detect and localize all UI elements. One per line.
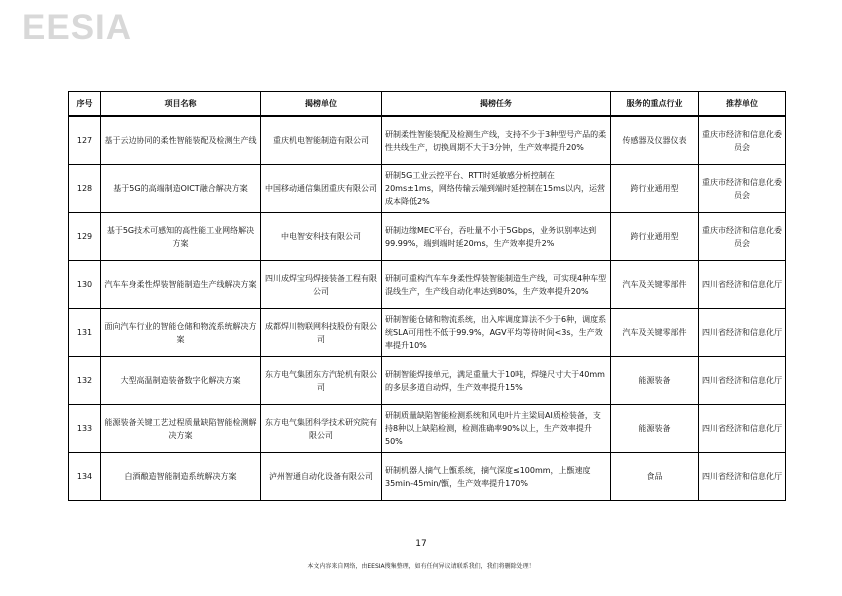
cell-unit: 重庆机电智能制造有限公司 [261,116,382,165]
cell-unit: 泸州智通自动化设备有限公司 [261,453,382,501]
cell-index: 127 [69,116,101,165]
cell-project-name: 基于5G技术可感知的高性能工业网络解决方案 [101,213,261,261]
cell-index: 133 [69,405,101,453]
page-number: 17 [415,539,427,549]
table-row [69,165,786,213]
cell-project-name: 大型高温制造装备数字化解决方案 [101,357,261,405]
cell-recommender: 四川省经济和信息化厅 [699,261,786,309]
cell-industry: 能源装备 [611,405,699,453]
cell-industry: 汽车及关键零部件 [611,261,699,309]
header-industry: 服务的重点行业 [611,92,699,117]
cell-index: 129 [69,213,101,261]
cell-recommender: 重庆市经济和信息化委员会 [699,213,786,261]
footer-disclaimer: 本文内容来自网络，由EESIA搜集整理，如有任何异议请联系我们，我们将删除处理！ [307,563,535,570]
cell-index: 128 [69,165,101,213]
table-row [69,116,786,165]
cell-index: 132 [69,357,101,405]
cell-project-name: 能源装备关键工艺过程质量缺陷智能检测解决方案 [101,405,261,453]
cell-task: 研制5G工业云控平台、RTT时延敏感分析控制在20ms±1ms，网络传输云端到端时延控制在15ms以内，运营成本降低2% [382,165,611,213]
header-unit: 揭榜单位 [261,92,382,117]
cell-recommender: 四川省经济和信息化厅 [699,405,786,453]
header-recommender: 推荐单位 [699,92,786,117]
cell-task: 研制柔性智能装配及检测生产线，支持不少于3种型号产品的柔性共线生产，切换周期不大于3分钟，生产效率提升20% [382,116,611,165]
table-row [69,213,786,261]
cell-task: 研制智能焊接单元，满足重量大于10吨，焊缝尺寸大于40mm的多层多道自动焊，生产效率提升15% [382,357,611,405]
header-project-name: 项目名称 [101,92,261,117]
cell-project-name: 基于5G的高端制造OICT融合解决方案 [101,165,261,213]
cell-task: 研制可重构汽车车身柔性焊装智能制造生产线，可实现4种车型混线生产，生产线自动化率达到80%，生产效率提升20% [382,261,611,309]
cell-unit: 东方电气集团科学技术研究院有限公司 [261,405,382,453]
cell-index: 134 [69,453,101,501]
cell-recommender: 四川省经济和信息化厅 [699,453,786,501]
table-row [69,357,786,405]
cell-recommender: 重庆市经济和信息化委员会 [699,165,786,213]
cell-project-name: 面向汽车行业的智能仓储和物流系统解决方案 [101,309,261,357]
table-row [69,261,786,309]
cell-index: 131 [69,309,101,357]
cell-index: 130 [69,261,101,309]
projects-table [68,91,786,501]
table-row [69,453,786,501]
cell-unit: 中电智安科技有限公司 [261,213,382,261]
cell-project-name: 白酒酿造智能制造系统解决方案 [101,453,261,501]
cell-task: 研制质量缺陷智能检测系统和风电叶片主梁局AI质检装备，支持8种以上缺陷检测，检测准确率90%以上，生产效率提升50% [382,405,611,453]
cell-recommender: 四川省经济和信息化厅 [699,309,786,357]
cell-task: 研制机器人摘气上甑系统，摘气深度≤100mm，上甑速度35min-45min/甑，生产效率提升170% [382,453,611,501]
cell-unit: 成都焊川物联网科技股份有限公司 [261,309,382,357]
header-task: 揭榜任务 [382,92,611,117]
table-row [69,405,786,453]
cell-unit: 东方电气集团东方汽轮机有限公司 [261,357,382,405]
cell-industry: 能源装备 [611,357,699,405]
header-index: 序号 [69,92,101,117]
cell-recommender: 四川省经济和信息化厅 [699,357,786,405]
cell-task: 研制智能仓储和物流系统，出入库调度算法不少于6种，调度系统SLA可用性不低于99.9%，AGV平均等待时间<3s，生产效率提升10% [382,309,611,357]
table-header-row [69,92,786,117]
cell-industry: 食品 [611,453,699,501]
cell-unit: 四川成焊宝玛焊接装备工程有限公司 [261,261,382,309]
eesia-logo: EESIA [22,8,133,47]
cell-industry: 跨行业通用型 [611,165,699,213]
cell-recommender: 重庆市经济和信息化委员会 [699,116,786,165]
cell-industry: 汽车及关键零部件 [611,309,699,357]
cell-task: 研制边缘MEC平台，吞吐量不小于5Gbps，业务识别率达到99.99%，端到端时延20ms，生产效率提升2% [382,213,611,261]
cell-industry: 跨行业通用型 [611,213,699,261]
cell-project-name: 基于云边协同的柔性智能装配及检测生产线 [101,116,261,165]
cell-industry: 传感器及仪器仪表 [611,116,699,165]
table-row [69,309,786,357]
cell-project-name: 汽车车身柔性焊装智能制造生产线解决方案 [101,261,261,309]
cell-unit: 中国移动通信集团重庆有限公司 [261,165,382,213]
